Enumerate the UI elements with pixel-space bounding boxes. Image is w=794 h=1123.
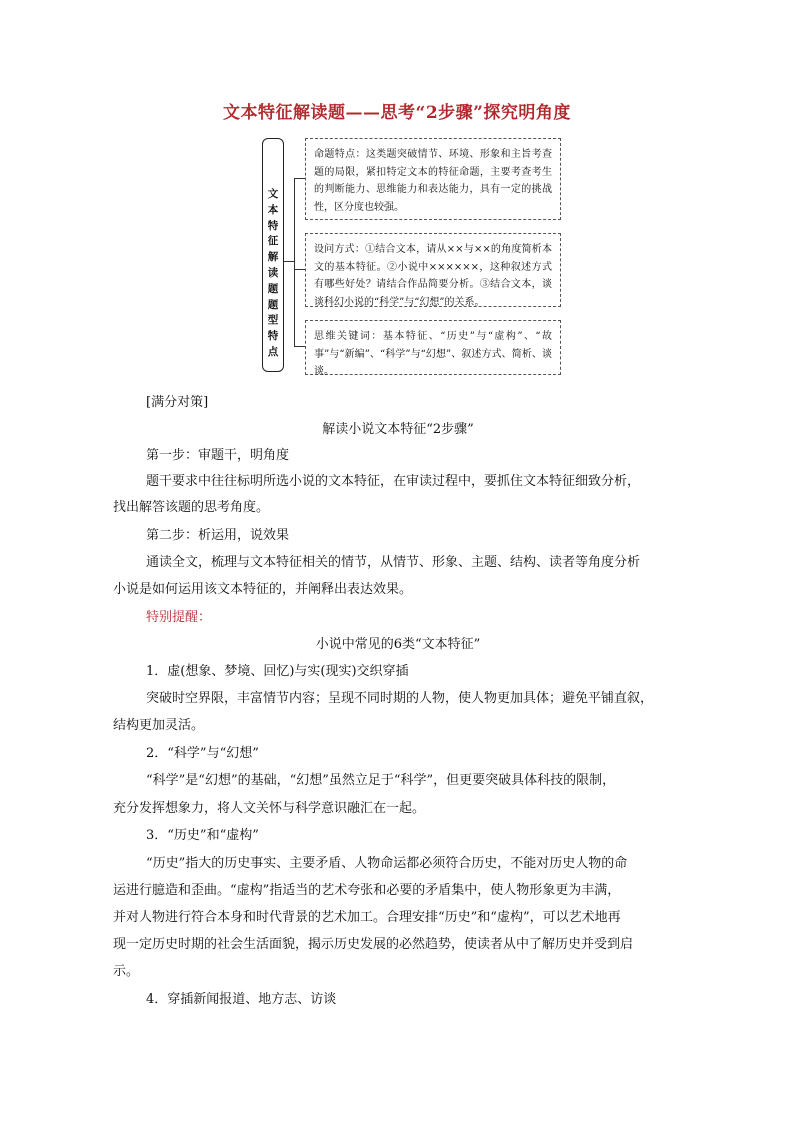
connector-bottom: [294, 346, 305, 347]
step2-title: 第二步：析运用，说效果: [146, 528, 290, 543]
paragraph-line: 题干要求中往往标明所选小说的文本特征，在审读过程中，要抓住文本特征细致分析，: [146, 474, 641, 489]
paragraph-line: 现一定历史时期的社会生活面貌，揭示历史发展的必然趋势，使读者从中了解历史并受到启: [113, 937, 634, 952]
paragraph-line: 并对人物进行符合本身和时代背景的艺术加工。合理安排“历史”和“虚构”，可以艺术地再: [113, 910, 621, 925]
paragraph-line: 通读全文，梳理与文本特征相关的情节，从情节、形象、主题、结构、读者等角度分析: [146, 555, 641, 570]
paragraph-line: 找出解答该题的思考角度。: [113, 500, 270, 515]
diagram-label: 文 本 特 征 解 读 题 题 型 特 点: [267, 188, 279, 358]
item-title: 3．“历史”和“虚构”: [146, 828, 259, 843]
step1-title: 第一步：审题干，明角度: [146, 448, 290, 463]
connector-bracket: [294, 178, 295, 346]
diagram-label-box: [262, 138, 284, 372]
connector-middle: [294, 269, 305, 270]
connector-top: [294, 178, 305, 179]
item-title: 1．虚(想象、梦境、回忆)与实(现实)交织穿插: [146, 664, 409, 679]
section-label: [满分对策]: [146, 395, 209, 410]
paragraph-line: “历史”指大的历史事实、主要矛盾、人物命运都必须符合历史，不能对历史人物的命: [146, 856, 628, 871]
diagram-box-questions: 设问方式：①结合文本，请从××与××的角度简析本文的基本特征。②小说中××××××，这种叙述方式有哪些好处？请结合作品简要分析。③结合文本，谈谈科幻小说的“科学”与“幻想”的关系。: [305, 233, 561, 307]
paragraph-line: 运进行臆造和歪曲。“虚构”指适当的艺术夸张和必要的矛盾集中，使人物形象更为丰满，: [113, 883, 621, 898]
paragraph-line: 示。: [113, 964, 140, 979]
section-heading: 解读小说文本特征“2步骤”: [322, 422, 474, 437]
connector-main: [284, 261, 294, 262]
item-title: 4．穿插新闻报道、地方志、访谈: [146, 992, 337, 1007]
section-heading: 小说中常见的6类“文本特征”: [315, 637, 481, 652]
paragraph-line: 充分发挥想象力，将人文关怀与科学意识融汇在一起。: [113, 801, 426, 816]
paragraph-line: “科学”是“幻想”的基础，“幻想”虽然立足于“科学”，但更要突破具体科技的限制，: [146, 773, 616, 788]
page-title: 文本特征解读题——思考“2步骤”探究明角度: [223, 103, 571, 123]
paragraph-line: 突破时空界限，丰富情节内容；呈现不同时期的人物，使人物更加具体；避免平铺直叙，: [146, 691, 654, 706]
paragraph-line: 小说是如何运用该文本特征的，并阐释出表达效果。: [113, 582, 413, 597]
paragraph-line: 结构更加灵活。: [113, 718, 205, 733]
diagram-box-keywords: 思维关键词：基本特征、“历史”与“虚构”、“故事”与“新编”、“科学”与“幻想”、叙述方式、简析、谈谈。: [305, 320, 561, 375]
diagram-box-features: 命题特点：这类题突破情节、环境、形象和主旨考查题的局限，紧扣特定文本的特征命题，主要考查考生的判断能力、思维能力和表达能力，具有一定的挑战性，区分度也较强。: [305, 138, 561, 220]
reminder-label: 特别提醒：: [146, 610, 212, 625]
item-title: 2．“科学”与“幻想”: [146, 746, 259, 761]
